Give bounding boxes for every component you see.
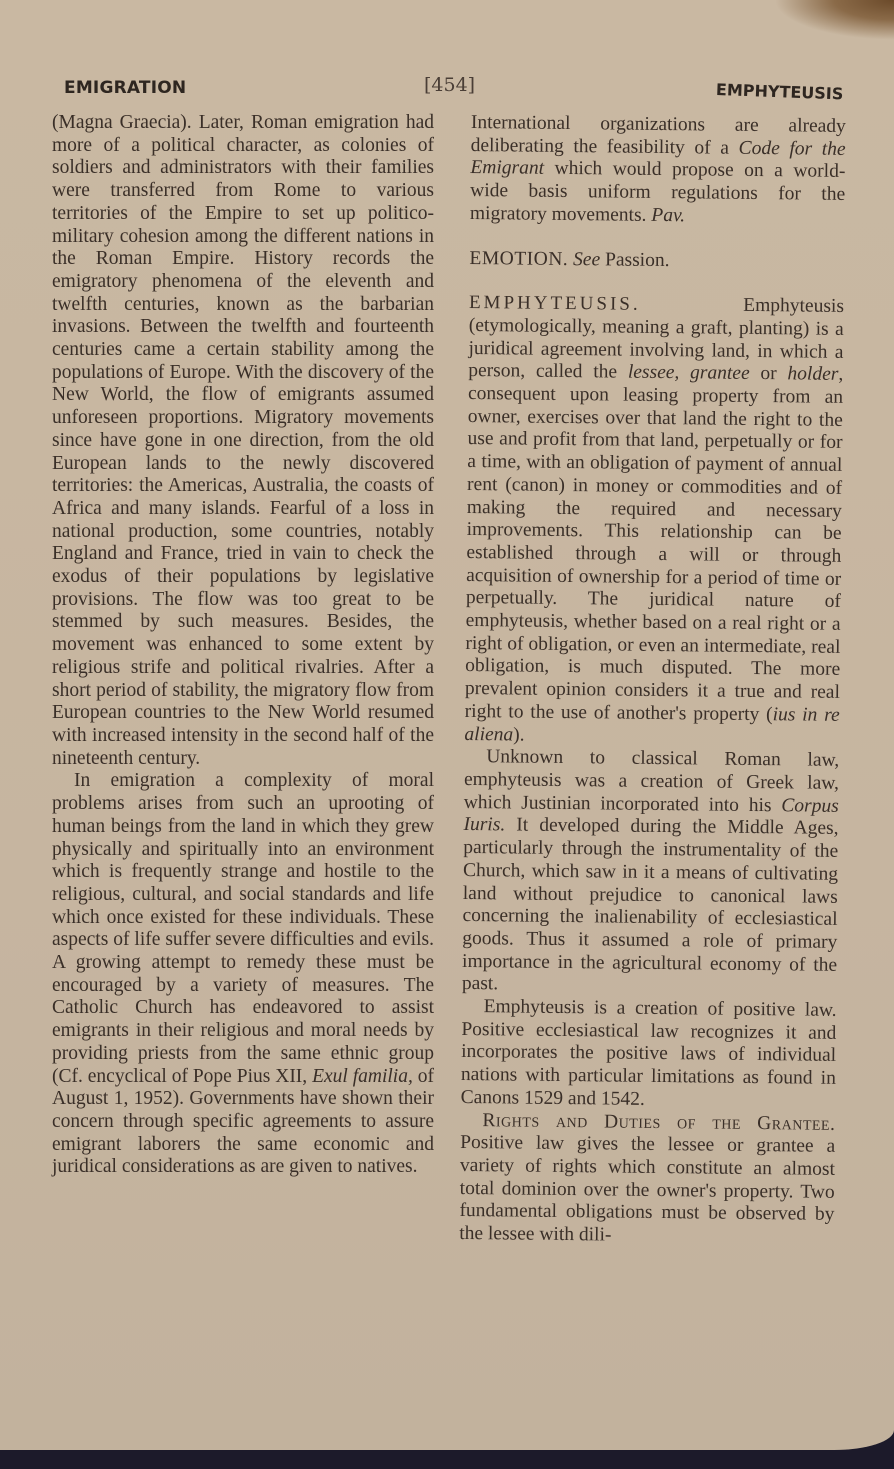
text-run: of August 1, 1952). Governments have shown their concern through specific agreements to assure emigrant laborers the same economic and juridical considerations as are given to natives. — [52, 1065, 434, 1178]
paragraph — [462, 746, 840, 1000]
paragraph — [52, 770, 434, 1179]
cross-reference-entry — [469, 248, 844, 275]
code-title: Code for the Emigrant — [470, 137, 846, 180]
author-signature: Pav. — [651, 204, 686, 227]
text-run: ). — [513, 724, 525, 746]
see-label: See — [573, 248, 601, 270]
italic-term: lessee, grantee — [627, 361, 750, 385]
section-heading: Rights and Duties of the Grantee. — [482, 1109, 836, 1135]
encyclical-title: Exul familia, — [312, 1065, 413, 1087]
italic-term: holder — [787, 363, 839, 386]
entry-headword: EMPHYTEUSIS. — [468, 292, 641, 316]
text-run: It developed during the Middle Ages, particularly through the instrumentality of the Church, which saw in it a means of cultivating land without prejudice to canonical laws concerning the inalienability of ecclesiastical goods. Thus it assumed a role of primary importance in the agricultural economy of the past. — [461, 814, 839, 995]
text-run: or — [749, 363, 788, 385]
italic-term: ius in re aliena — [464, 704, 840, 746]
running-head-left: EMIGRATION — [64, 78, 187, 98]
left-column — [52, 112, 434, 1179]
italic-term: Corpus Iuris. — [463, 794, 839, 836]
right-column — [459, 112, 846, 1250]
text-run: which would propose on a world-wide basis uniform regulations for the migratory movements. — [469, 158, 846, 226]
running-head — [0, 74, 894, 104]
page-number: [454] — [424, 74, 476, 96]
cross-reference-headword: EMOTION. — [469, 247, 569, 270]
text-run: , consequent upon leasing property from an owner, exercises over that land the right to the use and profit from that land, perpetually or for a time, with an obligation of payment of annual rent (canon) in money or commodities and of making the required and necessary improvements. This relationship can be established through a will or through acquisition of ownership for a period of time or perpetually. The juridical nature of emphyteusis, whether based on a real right or a right of obligation, or even an intermediate, real obligation, is much disputed. The more prevalent opinion considers it a true and real right to the use of another's property ( — [464, 364, 844, 726]
text-run: Positive law gives the lessee or grantee a variety of rights which constitute an almost total dominion over the owner's property. Two fundamental obligations must be observed by the lessee with dili- — [459, 1132, 836, 1246]
cross-reference-target[interactable]: Passion. — [604, 248, 670, 271]
text-run: In emigration a complexity of moral problems arises from such an uprooting of human beings from the land in which they grew physically and spiritually into an environment which is frequently strange and hostile to the religious, cultural, and social standards and life which once existed for these individuals. These aspects of life suffer severe difficulties and evils. A growing attempt to remedy these must be encouraged by a variety of measures. The Catholic Church has endeavored to assist emigrants in their religious and moral needs by providing priests from the same ethnic group (Cf. encyclical of Pope Pius XII, — [52, 770, 434, 1087]
paragraph: Emphyteusis is a creation of positive law. Positive ecclesiastical law recognizes it and incorporates the positive laws of individual nations with particular limitations as found in Canons 1529 and 1542. — [460, 996, 837, 1110]
paragraph: (Magna Graecia). Later, Roman emigration had more of a political character, as colonies of soldiers and administrators with their families were transferred from Rome to various territories of the Empire to set up politico-military cohesion among the different nations in the Roman Empire. History records the emigratory phenomena of the eleventh and twelfth centuries, known as the barbarian invasions. Between the twelfth and fourteenth centuries came a certain stability among the populations of Europe. With the discovery of the New World, the flow of emigrants assumed unforeseen proportions. Migratory movements since have gone in one direction, from the old European lands to the newly discovered territories: the Americas, Australia, the coasts of Africa and many islands. Fearful of a loss in national production, some countries, notably England and France, tried in vain to check the exodus of their populations by legislative provisions. The flow was too great to be stemmed by such measures. Besides, the movement was enhanced to some extent by religious strife and political rivalries. After a short period of stability, the migratory flow from European countries to the New World resumed with increased intensity in the second half of the nineteenth century. — [52, 112, 434, 769]
text-run: International organizations are already deliberating the feasibility of a — [470, 112, 846, 159]
paragraph — [464, 292, 844, 750]
text-run: Emphyteusis (etymologically, meaning a graft, planting) is a juridical agreement involving land, in which a person, called the — [468, 294, 845, 383]
running-head-right: EMPHYTEUSIS — [715, 80, 844, 104]
paragraph — [470, 112, 846, 229]
paragraph — [459, 1109, 835, 1249]
text-run: Unknown to classical Roman law, emphyteusis was a creation of Greek law, which Justinian incorporated into his — [463, 746, 840, 816]
